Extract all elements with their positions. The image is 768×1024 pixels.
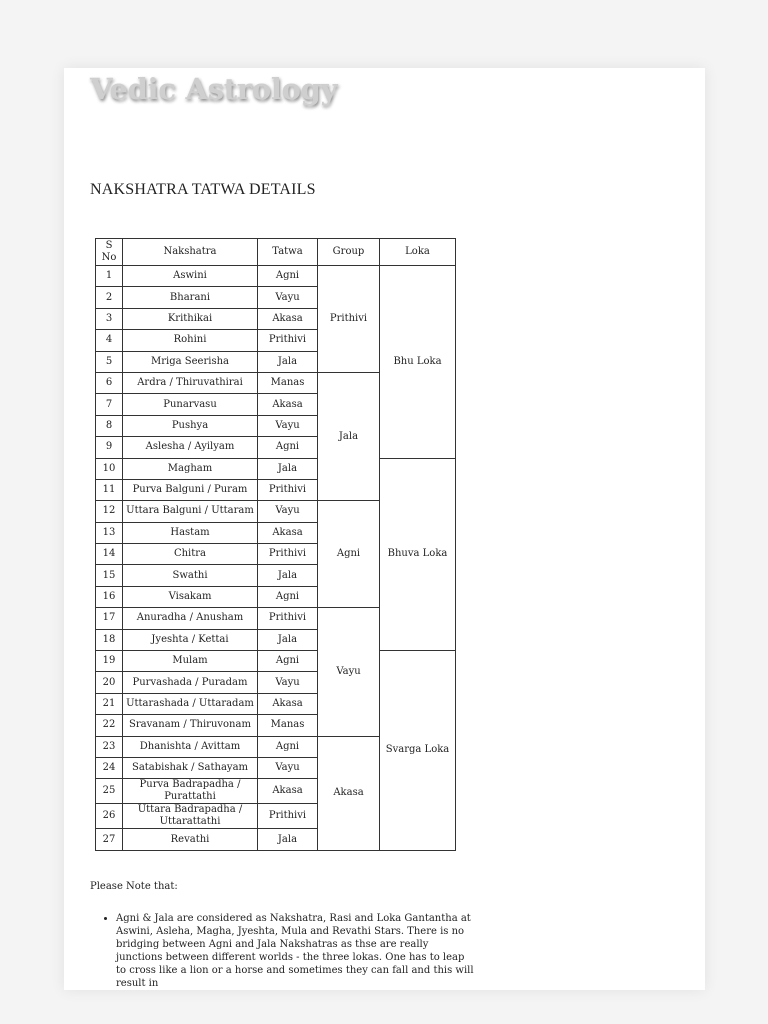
cell-sno: 25 — [96, 779, 123, 804]
cell-nakshatra: Anuradha / Anusham — [123, 608, 258, 629]
table-body — [96, 266, 456, 851]
cell-sno: 12 — [96, 501, 123, 522]
cell-sno: 16 — [96, 586, 123, 607]
cell-group: Akasa — [318, 736, 380, 850]
cell-sno: 23 — [96, 736, 123, 757]
cell-nakshatra: Uttara Balguni / Uttaram — [123, 501, 258, 522]
cell-nakshatra: Uttara Badrapadha / Uttarattathi — [123, 804, 258, 829]
cell-tatwa: Manas — [258, 372, 318, 393]
table-row — [96, 458, 456, 479]
cell-tatwa: Prithivi — [258, 479, 318, 500]
cell-nakshatra: Aslesha / Ayilyam — [123, 437, 258, 458]
cell-tatwa: Agni — [258, 586, 318, 607]
cell-nakshatra: Rohini — [123, 330, 258, 351]
cell-tatwa: Prithivi — [258, 330, 318, 351]
cell-tatwa: Jala — [258, 565, 318, 586]
cell-sno: 3 — [96, 308, 123, 329]
cell-nakshatra: Pushya — [123, 415, 258, 436]
cell-tatwa: Jala — [258, 829, 318, 850]
cell-loka: Bhu Loka — [380, 266, 456, 459]
cell-nakshatra: Mulam — [123, 651, 258, 672]
cell-tatwa: Akasa — [258, 522, 318, 543]
cell-nakshatra: Visakam — [123, 586, 258, 607]
table-row — [96, 651, 456, 672]
notes-list — [90, 912, 476, 990]
cell-sno: 17 — [96, 608, 123, 629]
cell-nakshatra: Swathi — [123, 565, 258, 586]
cell-tatwa: Vayu — [258, 501, 318, 522]
cell-sno: 26 — [96, 804, 123, 829]
cell-tatwa: Jala — [258, 629, 318, 650]
column-header-nakshatra: Nakshatra — [123, 239, 258, 266]
cell-tatwa: Akasa — [258, 394, 318, 415]
cell-loka: Svarga Loka — [380, 651, 456, 851]
cell-tatwa: Agni — [258, 437, 318, 458]
column-header-sno: S No — [96, 239, 123, 266]
cell-tatwa: Akasa — [258, 779, 318, 804]
table-header-row — [96, 239, 456, 266]
cell-tatwa: Agni — [258, 266, 318, 287]
cell-tatwa: Jala — [258, 351, 318, 372]
column-header-loka: Loka — [380, 239, 456, 266]
cell-nakshatra: Bharani — [123, 287, 258, 308]
cell-loka: Bhuva Loka — [380, 458, 456, 651]
cell-nakshatra: Uttarashada / Uttaradam — [123, 693, 258, 714]
cell-tatwa: Agni — [258, 736, 318, 757]
cell-tatwa: Prithivi — [258, 608, 318, 629]
cell-sno: 18 — [96, 629, 123, 650]
cell-nakshatra: Aswini — [123, 266, 258, 287]
cell-sno: 22 — [96, 715, 123, 736]
cell-nakshatra: Revathi — [123, 829, 258, 850]
cell-tatwa: Vayu — [258, 672, 318, 693]
cell-nakshatra: Purva Balguni / Puram — [123, 479, 258, 500]
cell-tatwa: Vayu — [258, 287, 318, 308]
cell-sno: 5 — [96, 351, 123, 372]
cell-sno: 9 — [96, 437, 123, 458]
cell-group: Agni — [318, 501, 380, 608]
cell-group: Jala — [318, 372, 380, 500]
column-header-tatwa: Tatwa — [258, 239, 318, 266]
cell-sno: 4 — [96, 330, 123, 351]
cell-nakshatra: Purvashada / Puradam — [123, 672, 258, 693]
cell-nakshatra: Magham — [123, 458, 258, 479]
cell-sno: 27 — [96, 829, 123, 850]
cell-nakshatra: Punarvasu — [123, 394, 258, 415]
table-row — [96, 266, 456, 287]
cell-sno: 19 — [96, 651, 123, 672]
cell-tatwa: Prithivi — [258, 544, 318, 565]
column-header-group: Group — [318, 239, 380, 266]
cell-nakshatra: Purva Badrapadha / Purattathi — [123, 779, 258, 804]
cell-nakshatra: Dhanishta / Avittam — [123, 736, 258, 757]
cell-sno: 14 — [96, 544, 123, 565]
cell-sno: 1 — [96, 266, 123, 287]
cell-nakshatra: Chitra — [123, 544, 258, 565]
cell-tatwa: Akasa — [258, 308, 318, 329]
site-title[interactable]: Vedic Astrology — [90, 72, 338, 106]
content-page — [64, 68, 705, 990]
cell-group: Prithivi — [318, 266, 380, 373]
cell-sno: 21 — [96, 693, 123, 714]
cell-nakshatra: Jyeshta / Kettai — [123, 629, 258, 650]
cell-nakshatra: Mriga Seerisha — [123, 351, 258, 372]
cell-tatwa: Vayu — [258, 757, 318, 778]
cell-nakshatra: Hastam — [123, 522, 258, 543]
note-heading: Please Note that: — [90, 881, 178, 892]
cell-tatwa: Manas — [258, 715, 318, 736]
cell-sno: 24 — [96, 757, 123, 778]
cell-sno: 20 — [96, 672, 123, 693]
cell-sno: 11 — [96, 479, 123, 500]
cell-sno: 10 — [96, 458, 123, 479]
cell-tatwa: Jala — [258, 458, 318, 479]
note-item: • Agni & Jala are considered as Nakshatra, Rasi and Loka Gantantha at Aswini, Asleha, Magha, Jyeshta, Mula and Revathi Stars. There is no bridging between Agni and Jala Nakshatras as thse are really junctions between different worlds - the three lokas. One has to leap to cross like a lion or a horse and sometimes they can fall and this will result in — [116, 912, 476, 990]
cell-tatwa: Prithivi — [258, 804, 318, 829]
cell-nakshatra: Satabishak / Sathayam — [123, 757, 258, 778]
cell-group: Vayu — [318, 608, 380, 736]
cell-sno: 15 — [96, 565, 123, 586]
cell-sno: 6 — [96, 372, 123, 393]
nakshatra-tatwa-table — [95, 238, 456, 851]
cell-nakshatra: Ardra / Thiruvathirai — [123, 372, 258, 393]
page-title: NAKSHATRA TATWA DETAILS — [90, 181, 316, 198]
cell-sno: 2 — [96, 287, 123, 308]
cell-tatwa: Akasa — [258, 693, 318, 714]
cell-tatwa: Agni — [258, 651, 318, 672]
cell-sno: 13 — [96, 522, 123, 543]
cell-nakshatra: Krithikai — [123, 308, 258, 329]
cell-sno: 8 — [96, 415, 123, 436]
cell-sno: 7 — [96, 394, 123, 415]
cell-nakshatra: Sravanam / Thiruvonam — [123, 715, 258, 736]
cell-tatwa: Vayu — [258, 415, 318, 436]
